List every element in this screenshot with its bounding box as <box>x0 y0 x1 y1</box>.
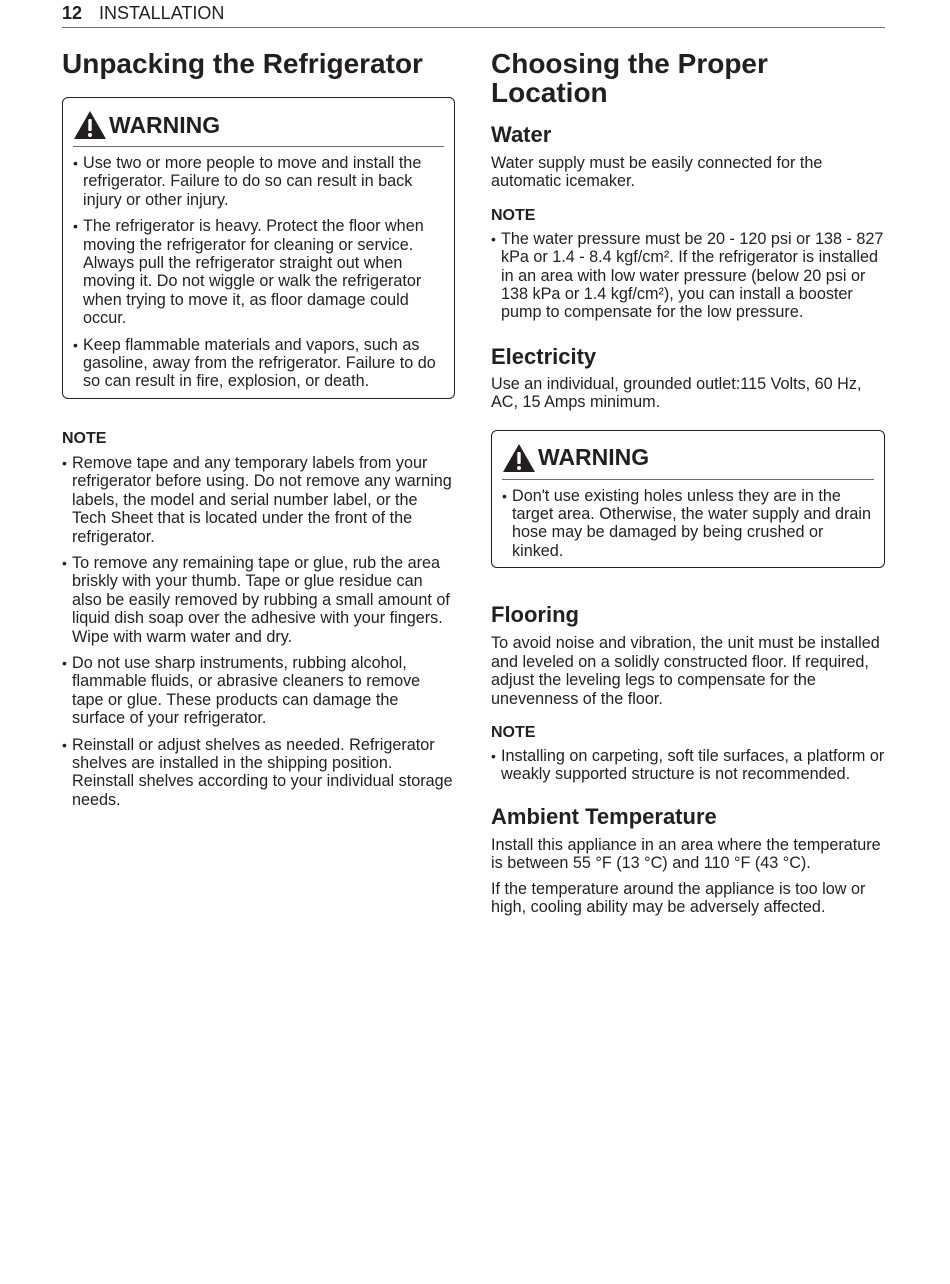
list-item: • The refrigerator is heavy. Protect the floor when moving the refrigerator for cleaning or service. Always pull the refrigerator straight out when moving it. Do not wiggle or walk the refrigerator when trying to move it, as floor damage could occur. <box>73 217 444 327</box>
page-number: 12 <box>62 3 83 23</box>
warning-header <box>502 441 874 480</box>
list-item: • The water pressure must be 20 - 120 psi or 138 - 827 kPa or 1.4 - 8.4 kgf/cm². If the refrigerator is installed in an area with low water pressure (below 20 psi or 138 kPa or 1.4 kgf/cm²), you can install a booster pump to compensate for the low pressure. <box>491 230 885 322</box>
right-column <box>491 46 885 916</box>
note-title: NOTE <box>62 429 107 447</box>
unpacking-note <box>62 430 455 809</box>
ambient-heading: Ambient Temperature <box>491 803 717 829</box>
ambient-text-2: If the temperature around the appliance is too low or high, cooling ability may be adversely affected. <box>491 879 866 916</box>
warning-header <box>73 108 444 147</box>
list-item: • Do not use sharp instruments, rubbing alcohol, flammable fluids, or abrasive cleaners to remove tape or glue. These products can damage the surface of your refrigerator. <box>62 654 455 728</box>
ambient-text-1: Install this appliance in an area where the temperature is between 55 °F (13 °C) and 110 °F (43 °C). <box>491 835 881 873</box>
left-column <box>62 46 455 817</box>
warning-list <box>502 487 874 561</box>
flooring-note-list <box>491 747 885 784</box>
list-item: • Remove tape and any temporary labels from your refrigerator before using. Do not remove any warning labels, the model and serial number label, or the Tech Sheet that is located under the front of the refrigerator. <box>62 454 455 546</box>
warning-triangle-icon <box>73 110 107 140</box>
water-note-list <box>491 230 885 322</box>
warning-triangle-icon <box>502 443 536 473</box>
warning-label: WARNING <box>109 111 221 138</box>
list-item: • Use two or more people to move and install the refrigerator. Failure to do so can result in back injury or other injury. <box>73 154 444 209</box>
electricity-text: Use an individual, grounded outlet:115 Volts, 60 Hz, AC, 15 Amps minimum. <box>491 374 862 412</box>
electricity-warning-box <box>491 430 885 569</box>
list-item: • Reinstall or adjust shelves as needed. Refrigerator shelves are installed in the shipping position. Reinstall shelves according to your individual storage needs. <box>62 736 455 810</box>
electricity-heading: Electricity <box>491 343 597 369</box>
location-title: Choosing the Proper Location <box>491 48 768 108</box>
list-item: • Don't use existing holes unless they are in the target area. Otherwise, the water supply and drain hose may be damaged by being crushed or kinked. <box>502 487 874 561</box>
flooring-text: To avoid noise and vibration, the unit must be installed and leveled on a solidly constructed floor. If required, adjust the leveling legs to compensate for the unevenness of the floor. <box>491 634 880 708</box>
list-item: • Installing on carpeting, soft tile surfaces, a platform or weakly supported structure is not recommended. <box>491 747 885 784</box>
warning-label: WARNING <box>538 444 650 471</box>
list-item: • Keep flammable materials and vapors, such as gasoline, away from the refrigerator. Failure to do so can result in fire, explosion, or death. <box>73 336 444 391</box>
water-text: Water supply must be easily connected for the automatic icemaker. <box>491 154 823 191</box>
flooring-note-title: NOTE <box>491 723 536 741</box>
warning-list <box>73 154 444 391</box>
list-item: • To remove any remaining tape or glue, rub the area briskly with your thumb. Tape or glue residue can also be easily removed by rubbing a small amount of liquid dish soap over the adhesive with your fingers. Wipe with warm water and dry. <box>62 554 455 646</box>
water-note-title: NOTE <box>491 206 536 224</box>
page-header <box>62 2 885 28</box>
unpacking-warning-box <box>62 97 455 399</box>
section-label: INSTALLATION <box>99 3 225 23</box>
water-heading: Water <box>491 122 552 147</box>
unpacking-title: Unpacking the Refrigerator <box>62 48 423 79</box>
note-list <box>62 454 455 809</box>
flooring-heading: Flooring <box>491 602 579 628</box>
